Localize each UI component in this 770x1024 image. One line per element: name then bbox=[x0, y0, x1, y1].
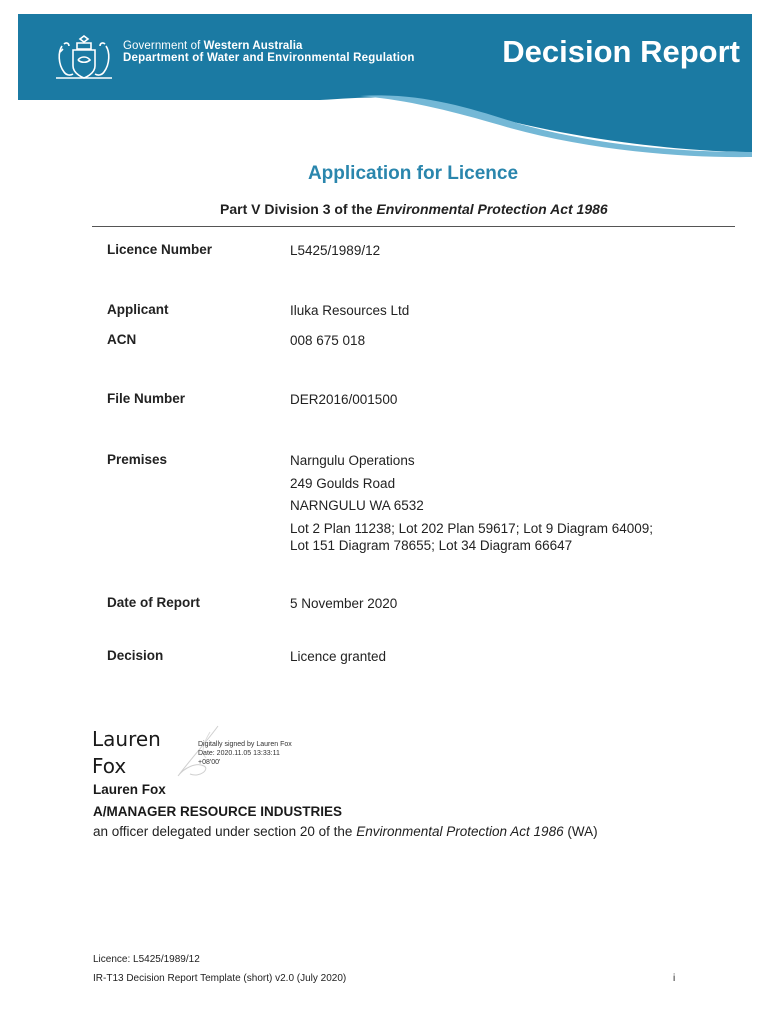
government-name bbox=[123, 40, 303, 52]
date-of-report-label: Date of Report bbox=[107, 595, 201, 610]
subheading-act: Environmental Protection Act 1986 bbox=[376, 201, 608, 217]
digital-signature-date: Date: 2020.11.05 13:33:11 bbox=[198, 750, 280, 757]
digital-signature-offset: +08'00' bbox=[198, 759, 221, 766]
file-number-label: File Number bbox=[107, 391, 186, 406]
delegation-act: Environmental Protection Act 1986 bbox=[356, 824, 564, 839]
department-name: Department of Water and Environmental Regulation bbox=[123, 52, 415, 64]
document-heading: Application for Licence bbox=[307, 163, 519, 184]
acn-label: ACN bbox=[107, 332, 137, 347]
premises-lots-line1: Lot 2 Plan 11238; Lot 202 Plan 59617; Lot 9 Diagram 64009; bbox=[290, 521, 654, 536]
licence-number-label: Licence Number bbox=[107, 242, 213, 257]
delegation-prefix: an officer delegated under section 20 of the bbox=[93, 824, 353, 839]
premises-suburb: NARNGULU WA 6532 bbox=[290, 498, 424, 513]
footer-template: IR-T13 Decision Report Template (short) v2.0 (July 2020) bbox=[93, 973, 347, 984]
digital-signature-line1: Digitally signed by Lauren Fox bbox=[198, 741, 292, 748]
report-title: Decision Report bbox=[502, 34, 740, 69]
officer-delegation bbox=[93, 824, 598, 839]
page-number: i bbox=[673, 973, 676, 984]
signature-first-name: Lauren bbox=[92, 727, 161, 751]
footer-licence: Licence: L5425/1989/12 bbox=[93, 954, 200, 965]
delegation-suffix: (WA) bbox=[567, 824, 598, 839]
premises-label: Premises bbox=[107, 452, 168, 467]
licence-number-value: L5425/1989/12 bbox=[290, 243, 381, 258]
gov-state: Western Australia bbox=[203, 40, 303, 52]
header-banner bbox=[0, 0, 770, 170]
subheading-part: Part V Division 3 of the bbox=[220, 201, 373, 217]
heading-divider bbox=[92, 226, 735, 227]
premises-lots-line2: Lot 151 Diagram 78655; Lot 34 Diagram 66647 bbox=[290, 538, 573, 553]
acn-value: 008 675 018 bbox=[290, 333, 366, 348]
applicant-value: Iluka Resources Ltd bbox=[290, 303, 410, 318]
gov-prefix: Government of bbox=[123, 40, 201, 52]
signature-last-name: Fox bbox=[92, 754, 127, 778]
date-of-report-value: 5 November 2020 bbox=[290, 596, 398, 611]
premises-name: Narngulu Operations bbox=[290, 453, 415, 468]
premises-street: 249 Goulds Road bbox=[290, 476, 396, 491]
state-crest-logo bbox=[50, 32, 118, 84]
file-number-value: DER2016/001500 bbox=[290, 392, 398, 407]
document-subheading bbox=[220, 201, 608, 217]
decision-label: Decision bbox=[107, 648, 164, 663]
officer-role: A/MANAGER RESOURCE INDUSTRIES bbox=[93, 804, 343, 819]
officer-name: Lauren Fox bbox=[93, 782, 166, 797]
decision-value: Licence granted bbox=[290, 649, 387, 664]
applicant-label: Applicant bbox=[107, 302, 169, 317]
